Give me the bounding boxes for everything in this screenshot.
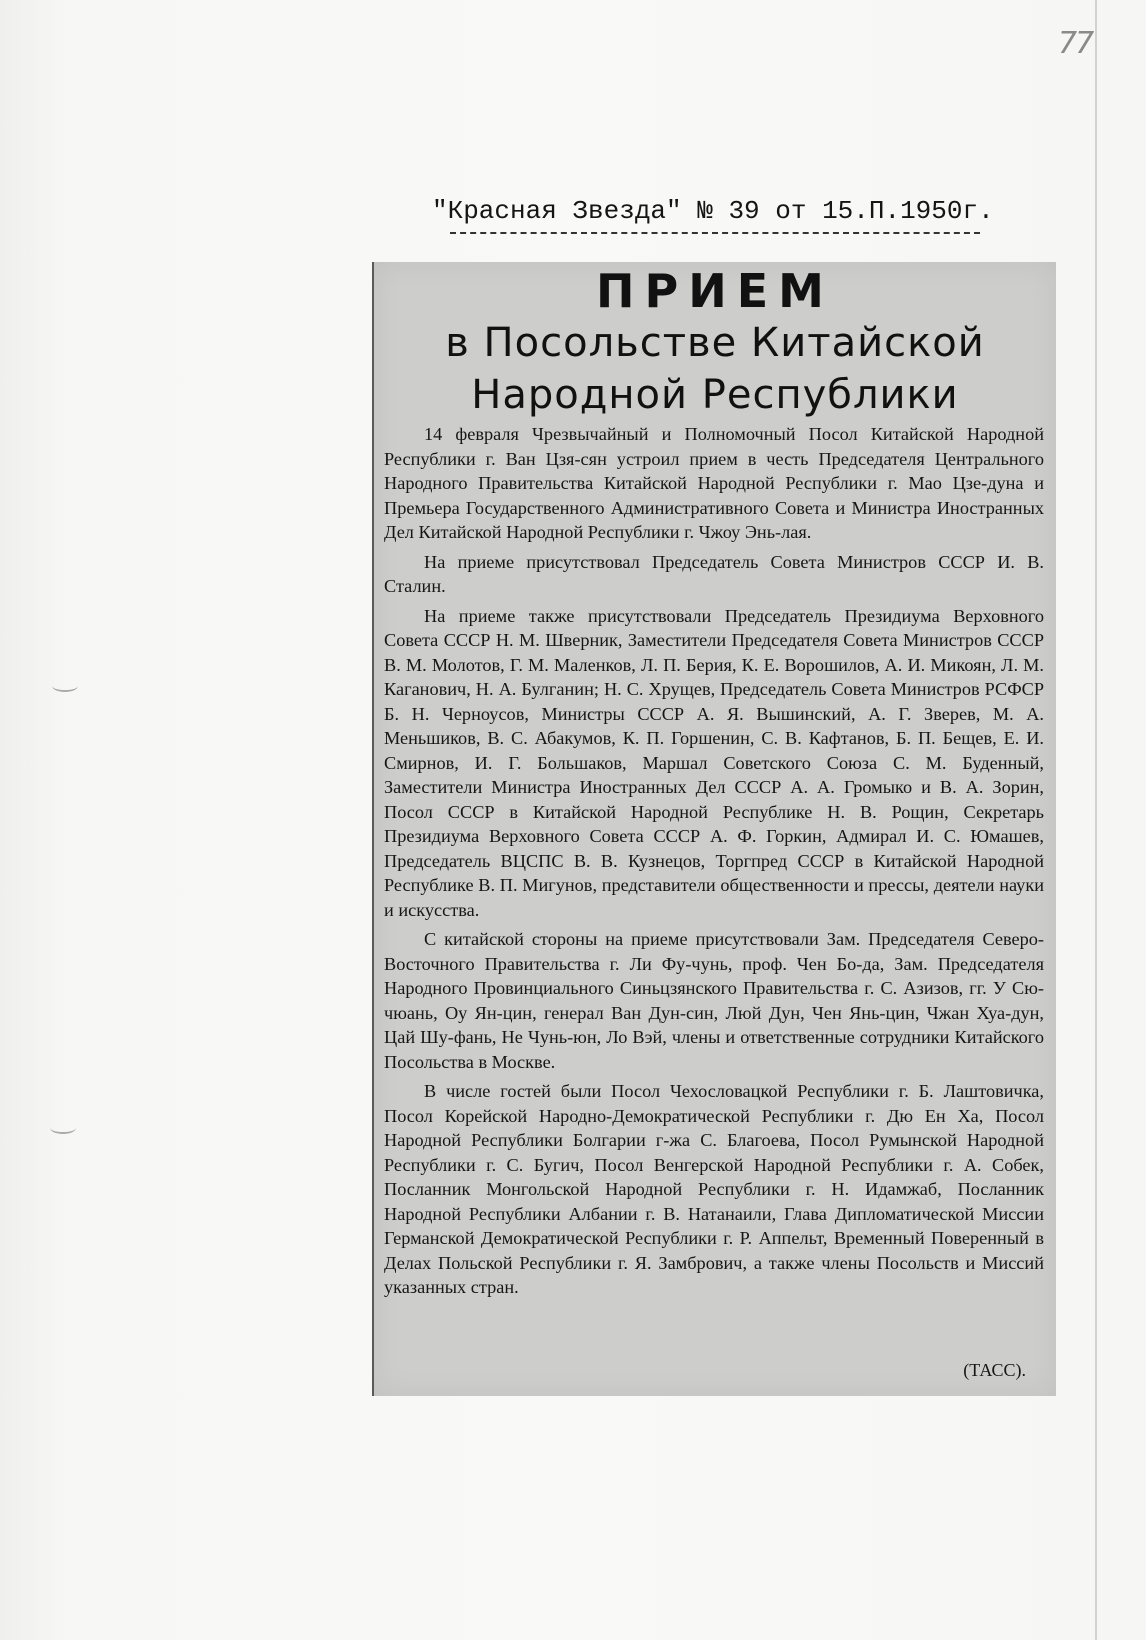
article-paragraph: С китайской стороны на приеме присутствовали Зам. Председателя Северо-Восточного Правительства г. Ли Фу-чунь, проф. Чен Бо-да, Зам. Председателя Народного Провинциального Синьцзянского Правительства г. С. Азизов, гг. У Сю-чюань, Оу Ян-цин, генерал Ван Дун-син, Люй Дун, Чен Янь-цин, Чжан Хуа-дун, Цай Шу-фань, Не Чунь-юн, Ло Вэй, члены и ответственные сотрудники Китайского Посольства в Москве.	[384, 929, 1044, 1072]
article-paragraph: На приеме присутствовал Председатель Совета Министров СССР И. В. Сталин.	[384, 551, 1044, 596]
page-number: 77	[1058, 26, 1093, 61]
article-paragraph: 14 февраля Чрезвычайный и Полномочный Посол Китайской Народной Республики г. Ван Цзя-сян устроил прием в честь Председателя Центрального Народного Правительства Китайской Народной Республики г. Мао Цзе-дуна и Премьера Государственного Административного Совета и Министра Иностранных Дел Китайской Народной Республики г. Чжоу Энь-лая.	[384, 424, 1044, 542]
paper-mark	[50, 1122, 76, 1134]
caption-underline	[450, 232, 980, 234]
source-caption: "Красная Звезда" № 39 от 15.П.1950г.	[432, 196, 994, 226]
article-paragraph: В числе гостей были Посол Чехословацкой Республики г. Б. Лаштовичка, Посол Корейской Народно-Демократической Республики г. Дю Ен Ха, Посол Народной Республики Болгарии г-жа С. Благоева, Посол Румынской Народной Республики г. С. Бугич, Посол Венгерской Народной Республики г. А. Собек, Посланник Монгольской Народной Республики г. Н. Идамжаб, Посланник Народной Республики Албании г. В. Натанаили, Глава Дипломатической Миссии Германской Демократической Республики г. Р. Аппельт, Временный Поверенный в Делах Польской Республики г. Я. Замбрович, а также члены Посольств и Миссий указанных стран.	[384, 1081, 1044, 1297]
paper-mark	[52, 680, 78, 692]
page-fold-line	[1095, 0, 1097, 1640]
headline-line-3: Народной Республики	[471, 372, 959, 418]
headline-main: ПРИЕМ	[596, 264, 834, 318]
newspaper-clipping	[372, 262, 1056, 1396]
headline-line-2: в Посольстве Китайской	[445, 320, 985, 366]
article-body	[384, 422, 1044, 1305]
article-signature: (ТАСС).	[963, 1360, 1026, 1380]
article-paragraph: На приеме также присутствовали Председатель Президиума Верховного Совета СССР Н. М. Шверник, Заместители Председателя Совета Министров СССР В. М. Молотов, Г. М. Маленков, Л. П. Берия, К. Е. Ворошилов, А. И. Микоян, Л. М. Каганович, Н. А. Булганин; Н. С. Хрущев, Председатель Совета Министров РСФСР Б. Н. Черноусов, Министры СССР А. Я. Вышинский, А. Г. Зверев, М. А. Меньшиков, В. С. Абакумов, К. П. Горшенин, С. В. Кафтанов, Б. П. Бещев, Е. И. Смирнов, И. Г. Большаков, Маршал Советского Союза С. М. Буденный, Заместители Министра Иностранных Дел СССР А. А. Громыко и В. А. Зорин, Посол СССР в Китайской Народной Республике Н. В. Рощин, Секретарь Президиума Верховного Совета СССР А. Ф. Горкин, Адмирал И. С. Юмашев, Председатель ВЦСПС В. В. Кузнецов, Торгпред СССР в Китайской Народной Республике В. П. Мигунов, представители общественности и прессы, деятели науки и искусства.	[384, 605, 1044, 920]
